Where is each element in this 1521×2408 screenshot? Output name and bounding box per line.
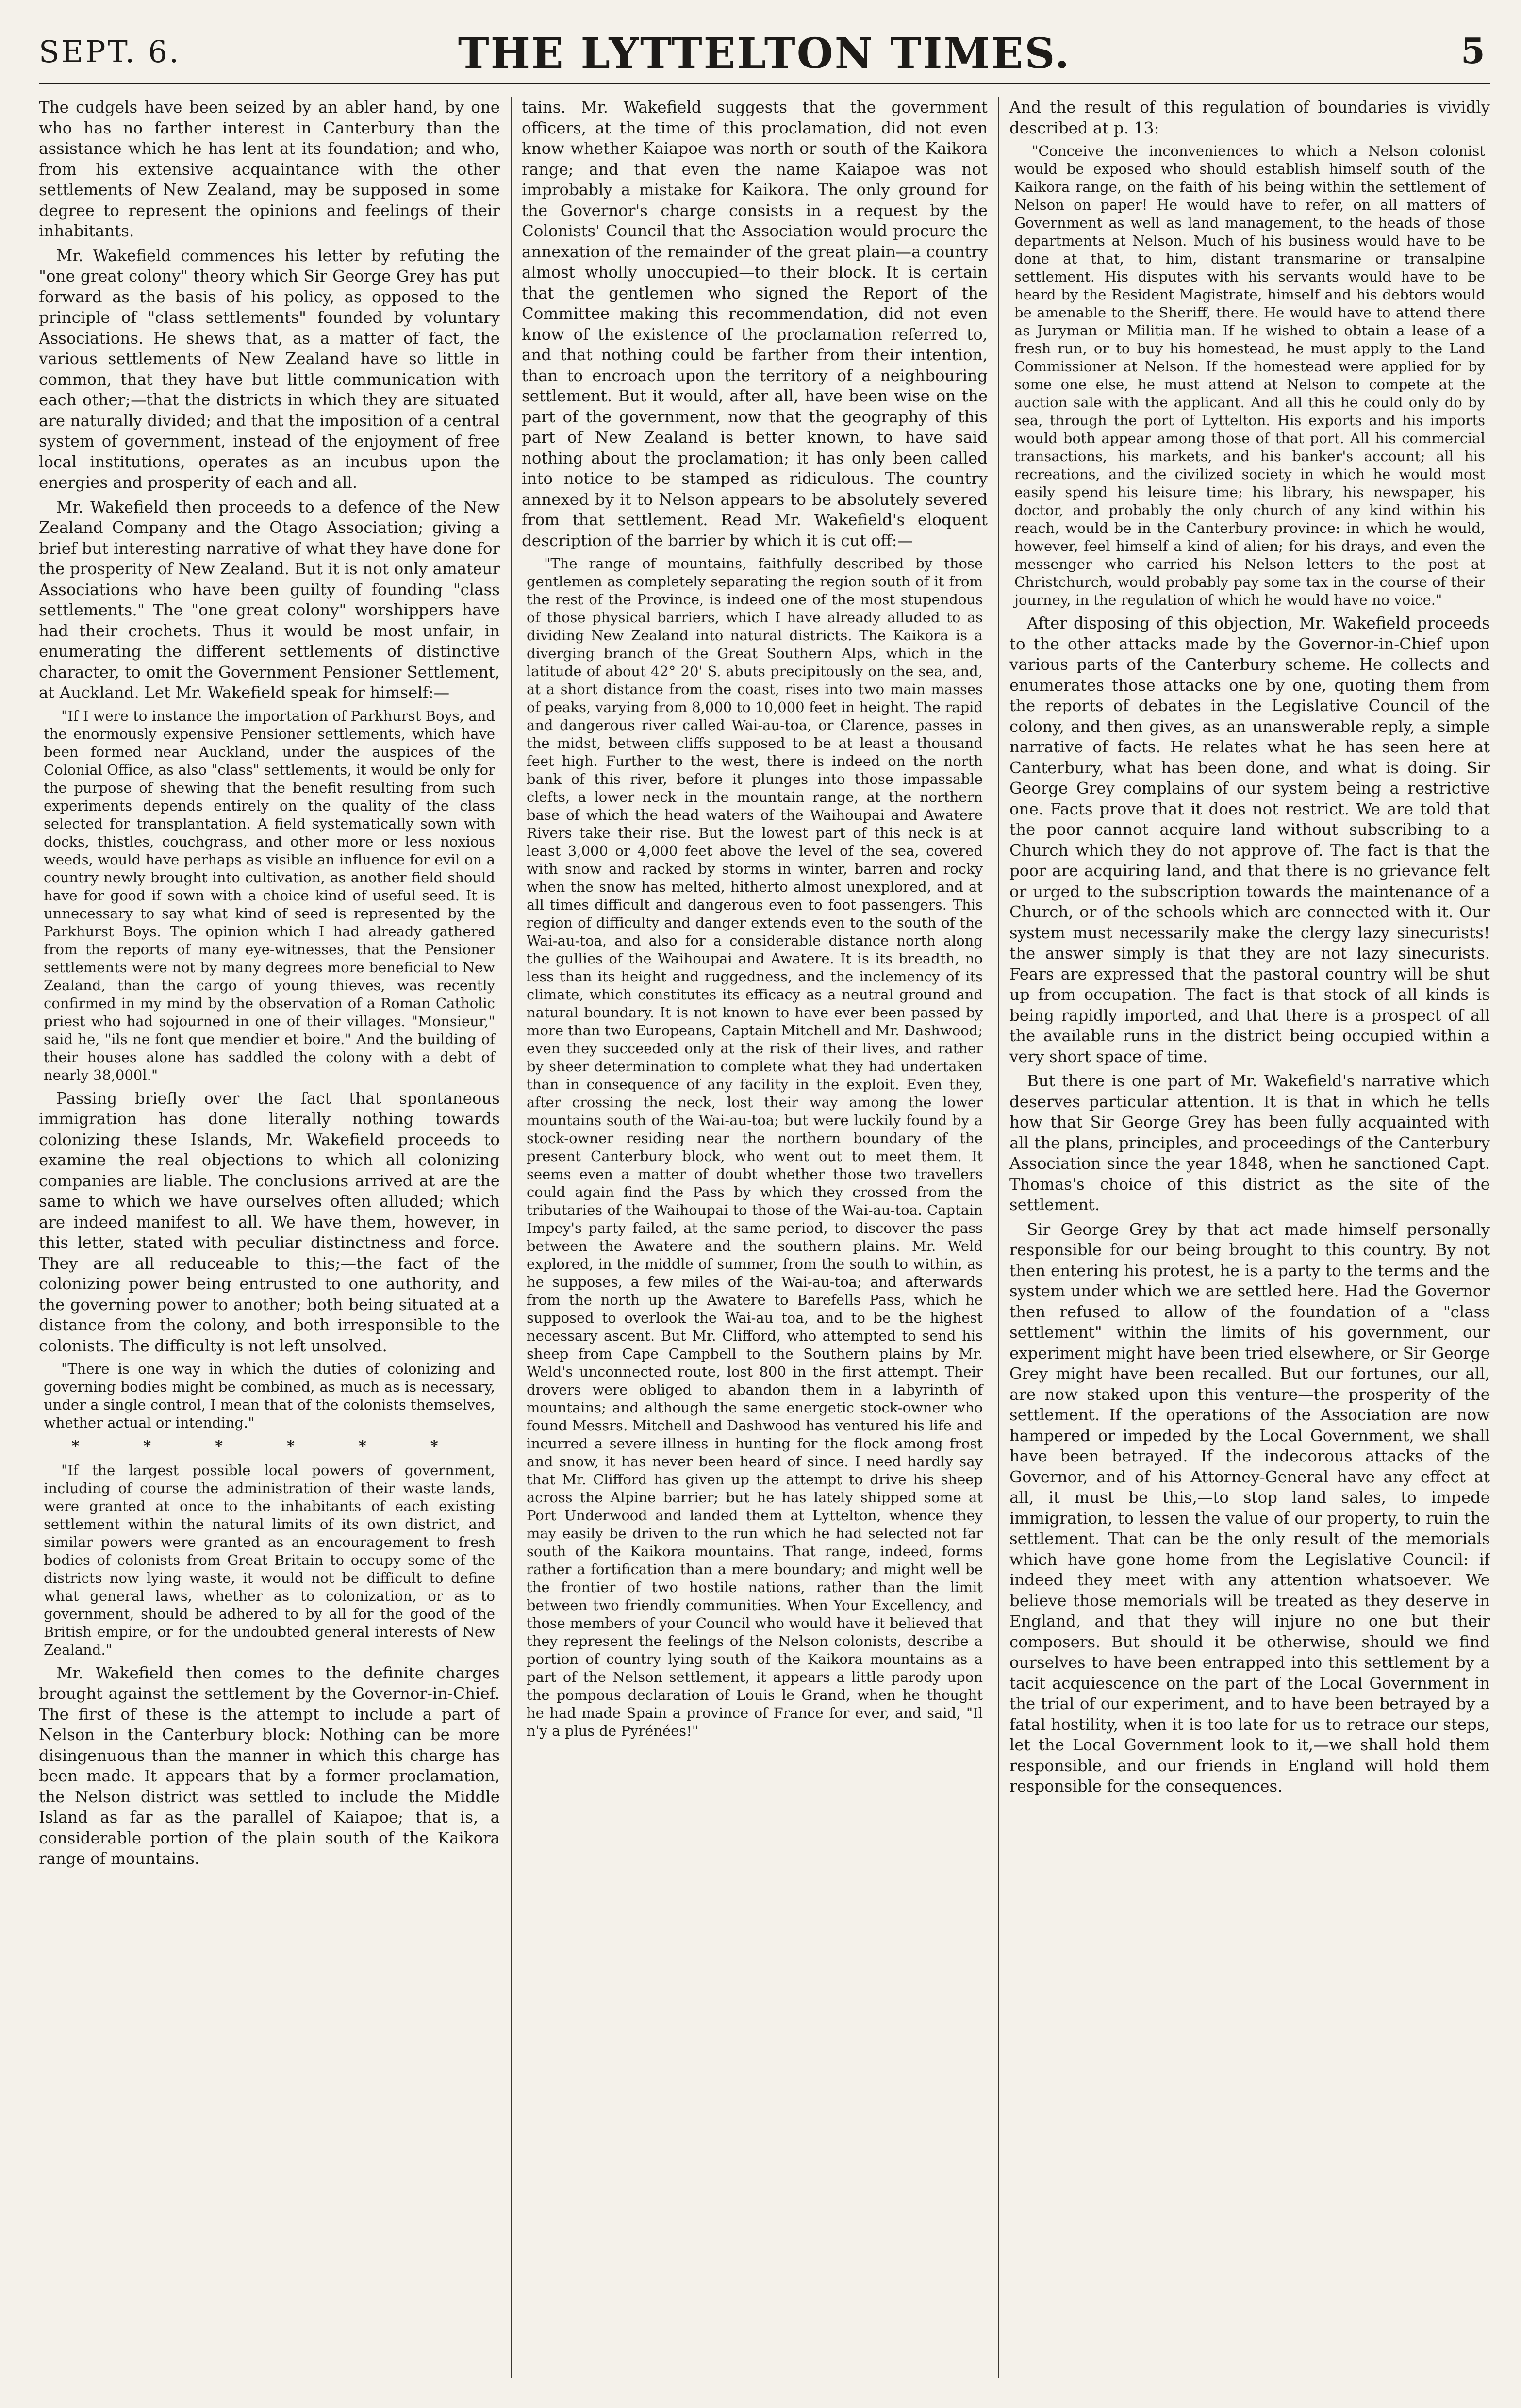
article-paragraph: After disposing of this objection, Mr. Wakefield proceeds to the other attacks made by the Governor-in-Chief upon various parts of the Canterbury scheme. He collects and enumerates those attacks one by one, quoting them from the reports of debates in the Legislative Council of the colony, and then gives, as an unanswerable reply, a simple narrative of facts. He relates what he has seen here at Canterbury, what has been done, and what is doing. Sir George Grey complains of our system being a restrictive one. Facts prove that it does not restrict. We are told that the poor cannot acquire land without subscribing to a Church which they do not approve of. The fact is that the poor are acquiring land, and that there is no grievance felt or urged to the subscription towards the maintenance of a Church, or of the schools which are connected with it. Our system must necessarily make the clergy lazy sinecurists! the answer simply is that they are not lazy sinecurists. Fears are expressed that the pastoral country will be shut up from occupation. The fact is that stock of all kinds is being rapidly imported, and that there is a prospect of all the available runs in the district being occupied within a very short space of time. (1009, 614, 1490, 1066)
article-paragraph: Sir George Grey by that act made himself personally responsible for our being brought to this country. By not then entering his protest, he is a party to the terms and the system under which we are settled here. Had the Governor then refused to allow of the foundation of a "class settlement" within the limits of his government, our experiment might have been tried elsewhere, or Sir George Grey might have been recalled. But our fortunes, our all, are now staked upon this venture—the prosperity of the settlement. If the operations of the Association are now hampered or impeded by the Local Government, we shall have been betrayed. If the indecorous attacks of the Governor, and of his Attorney-General have any effect at all, it must be this,—to stop land sales, to impede immigration, to lessen the value of our property, to ruin the settlement. That can be the only result of the memorials which have gone home from the Legislative Council: if indeed they meet with any attention whatsoever. We believe those memorials will be treated as they deserve in England, and that they will injure no one but their composers. But should it be otherwise, should we find ourselves to have been entrapped into this settlement by a tacit acquiescence on the part of the Local Government in the trial of our experiment, and to have been betrayed by a fatal hostility, when it is too late for us to retrace our steps, let the Local Government look to it,—we shall hold them responsible, and our friends in England will hold them responsible for the consequences. (1009, 1220, 1490, 1795)
column-divider (998, 97, 999, 2378)
column-divider (511, 97, 512, 2378)
masthead (39, 29, 1490, 84)
block-quote: "There is one way in which the duties of colonizing and governing bodies might be combined, as much as is necessary, under a single control, I mean that of the colonists themselves, whether actual or intending." (44, 1361, 495, 1431)
article-paragraph: But there is one part of Mr. Wakefield's narrative which deserves particular attention. It is that in which he tells how that Sir George Grey has been fully acquainted with all the plans, principles, and proceedings of the Canterbury Association since the year 1848, when he sanctioned Capt. Thomas's choice of this district as the site of the settlement. (1009, 1072, 1490, 1214)
article-paragraph: Passing briefly over the fact that spontaneous immigration has done literally nothing towards colonizing these Islands, Mr. Wakefield proceeds to examine the real objections to which all colonizing companies are liable. The conclusions arrived at are the same to which we have ourselves often alluded; which are indeed manifest to all. We have them, however, in this letter, stated with peculiar distinctness and force. They are all reduceable to this;—the fact of the colonizing power being entrusted to one authority, and the governing power to another; both being situated at a distance from the colony, and both irresponsible to the colonists. The difficulty is not left unsolved. (39, 1089, 500, 1355)
article-column-2 (522, 97, 988, 2378)
page-number: 5 (1460, 30, 1485, 71)
article-column-3 (1009, 97, 1490, 2378)
block-quote: "Conceive the inconveniences to which a Nelson colonist would be exposed who should establish himself south of the Kaikora range, on the faith of his being within the settlement of Nelson on paper! He would have to refer, on all matters of Government as well as land management, to the heads of those departments at Nelson. Much of his business would have to be done at that, to him, distant transmarine or transalpine settlement. His disputes with his servants would have to be heard by the Resident Magistrate, himself and his debtors would be amenable to the Sheriff, there. He would have to attend there as Juryman or Militia man. If he wished to obtain a lease of a fresh run, or to buy his homestead, he must apply to the Land Commissioner at Nelson. If the homestead were applied for by some one else, he must attend at Nelson to compete at the auction sale with the applicant. And all this he could only do by sea, through the port of Lyttelton. His exports and his imports would both appear among those of that port. All his commercial transactions, his markets, and his banker's account; all his recreations, and the civilized society in which he would most easily spend his leisure time; his library, his newspaper, his doctor, and probably the only church of any kind within his reach, would be in the Canterbury province: in which he would, however, feel himself a kind of alien; for his drays, and even the messenger who carried his Nelson letters to the post at Christchurch, would probably pay some tax in the course of their journey, in the regulation of which he would have no voice." (1014, 143, 1485, 608)
article-paragraph: The cudgels have been seized by an abler hand, by one who has no farther interest in Canterbury than the assistance which he has lent at its foundation; and who, from his extensive acquaintance with the other settlements of New Zealand, may be supposed in some degree to represent the opinions and feelings of their inhabitants. (39, 98, 500, 240)
article-paragraph: Mr. Wakefield commences his letter by refuting the "one great colony" theory which Sir George Grey has put forward as the basis of his policy, as opposed to the principle of "class settlements" founded by voluntary Associations. He shews that, as a matter of fact, the various settlements of New Zealand have so little in common, that they have but little communication with each other;—that the districts in which they are situated are naturally divided; and that the imposition of a central system of government, instead of the enjoyment of free local institutions, operates as an incubus upon the energies and prosperity of each and all. (39, 246, 500, 492)
article-paragraph: Mr. Wakefield then proceeds to a defence of the New Zealand Company and the Otago Association; giving a brief but interesting narrative of what they have done for the prosperity of New Zealand. But it is not only amateur Associations who have been guilty of founding "class settlements." The "one great colony" worshippers have had their crochets. Thus it would be most unfair, in enumerating the different settlements of distinctive character, to omit the Government Pensioner Settlement, at Auckland. Let Mr. Wakefield speak for himself:— (39, 498, 500, 702)
article-paragraph: Mr. Wakefield then comes to the definite charges brought against the settlement by the Governor-in-Chief. The first of these is the attempt to include a part of Nelson in the Canterbury block: Nothing can be more disingenuous than the manner in which this charge has been made. It appears that by a former proclamation, the Nelson district was settled to include the Middle Island as far as the parallel of Kaiapoe; that is, a considerable portion of the plain south of the Kaikora range of mountains. (39, 1663, 500, 1868)
article-column-1 (39, 97, 500, 2378)
article-paragraph: And the result of this regulation of boundaries is vividly described at p. 13: (1009, 98, 1490, 137)
block-quote: "The range of mountains, faithfully described by those gentlemen as completely separating the region south of it from the rest of the Province, is indeed one of the most stupendous of those physical barriers, which I have already alluded to as dividing New Zealand into natural districts. The Kaikora is a diverging branch of the Great Southern Alps, which in the latitude of about 42° 20' S. abuts precipitously on the sea, and, at a short distance from the coast, rises into two main masses of peaks, varying from 8,000 to 10,000 feet in height. The rapid and dangerous river called Wai-au-toa, or Clarence, passes in the midst, between cliffs supposed to be at least a thousand feet high. Further to the west, there is indeed on the north bank of this river, before it plunges into those impassable clefts, a lower neck in the mountain range, at the northern base of which the head waters of the Waihoupai and Awatere Rivers take their rise. But the lowest part of this neck is at least 3,000 or 4,000 feet above the level of the sea, covered with snow and racked by storms in winter, barren and rocky when the snow has melted, hitherto almost unexplored, and at all times difficult and dangerous even to foot passengers. This region of difficulty and danger extends even to the south of the Wai-au-toa, and also for a considerable distance north along the gullies of the Waihoupai and Awatere. It is its breadth, no less than its height and ruggedness, and the inclemency of its climate, which constitutes its efficacy as a neutral ground and natural boundary. It is not known to have ever been passed by more than two Europeans, Captain Mitchell and Mr. Dashwood; even they succeeded only at the risk of their lives, and rather by sheer determination to complete what they had undertaken than in consequence of any facility in the exploit. Even they, after crossing the neck, lost their way among the lower mountains south of the Wai-au-toa; but were luckily found by a stock-owner residing near the northern boundary of the present Canterbury block, who went out to meet them. It seems even a matter of doubt whether those two travellers could again find the Pass by which they crossed from the tributaries of the Waihoupai to those of the Wai-au-toa. Captain Impey's party failed, at the same period, to discover the pass between the Awatere and the southern plains. Mr. Weld explored, in the middle of summer, from the south to within, as he supposes, a few miles of the Wai-au-toa; and afterwards from the north up the Awatere to Barefells Pass, which he supposed to overlook the Wai-au toa, and to be the highest necessary ascent. But Mr. Clifford, who attempted to send his sheep from Cape Campbell to the Southern plains by Mr. Weld's unconnected route, lost 800 in the first attempt. Their drovers were obliged to abandon them in a labyrinth of mountains; and although the same energetic stock-owner who found Messrs. Mitchell and Dashwood has ventured his life and incurred a severe illness in hunting for the flock among frost and snow, it has never been heard of since. I need hardly say that Mr. Clifford has given up the attempt to drive his sheep across the Alpine barrier; but he has lately shipped some at Port Underwood and landed them at Lyttelton, whence they may easily be driven to the run which he had selected not far south of the Kaikora mountains. That range, indeed, forms rather a fortification than a mere boundary; and might well be the frontier of two hostile nations, rather than the limit between two friendly communities. When Your Excellency, and those members of your Council who would have it believed that they represent the feelings of the Nelson colonists, describe a portion of country lying south of the Kaikora mountains as a part of the Nelson settlement, it appears a little parody upon the pompous declaration of Louis le Grand, when he thought he had made Spain a province of France for ever, and said, "Il n'y a plus de Pyrénées!" (527, 555, 983, 1739)
block-quote: "If I were to instance the importation of Parkhurst Boys, and the enormously expensive Pensioner settlements, which have been formed near Auckland, under the auspices of the Colonial Office, as also "class" settlements, it would be only for the purpose of shewing that the benefit resulting from such experiments depends entirely on the quality of the class selected for transplantation. A field systematically sown with docks, thistles, couchgrass, and other more or less noxious weeds, would have perhaps as visible an influence for evil on a country newly brought into cultivation, as another field should have for good if sown with a choice kind of useful seed. It is unnecessary to say what kind of seed is represented by the Parkhurst Boys. The opinion which I had already gathered from the reports of many eye-witnesses, that the Pensioner settlements were not by many degrees more beneficial to New Zealand, than the cargo of young thieves, was recently confirmed in my mind by the observation of a Roman Catholic priest who had sojourned in one of their villages. "Monsieur," said he, "ils ne font que mendier et boire." And the building of their houses alone has saddled the colony with a debt of nearly 38,000l." (44, 707, 495, 1083)
block-quote: "If the largest possible local powers of government, including of course the administration of their waste lands, were granted at once to the inhabitants of each existing settlement within the natural limits of its own district, and similar powers were granted as an encouragement to fresh bodies of colonists from Great Britain to occupy some of the districts now lying waste, it would not be difficult to define what general laws, whether as to colonization, or as to government, should be adhered to by all for the good of the British empire, or for the undoubted general interests of New Zealand." (44, 1461, 495, 1658)
section-break: * * * * * * (71, 1437, 468, 1455)
issue-date: SEPT. 6. (39, 34, 181, 69)
article-paragraph: tains. Mr. Wakefield suggests that the government officers, at the time of this proclamation, did not even know whether Kaiapoe was north or south of the Kaikora range; and that even the name Kaiapoe was not improbably a mistake for Kaikora. The only ground for the Governor's charge consists in a request by the Colonists' Council that the Association would procure the annexation of the remainder of the great plain—a country almost wholly unoccupied—to their block. It is certain that the gentlemen who signed the Report of the Committee making this recommendation, did not even know of the existence of the proclamation referred to, and that nothing could be farther from their intention, than to encroach upon the territory of a neighbouring settlement. But it would, after all, have been wise on the part of the government, now that the geography of this part of New Zealand is better known, to have said nothing about the proclamation; it has only been called into notice to be stamped as ridiculous. The country annexed by it to Nelson appears to be absolutely severed from that settlement. Read Mr. Wakefield's eloquent description of the barrier by which it is cut off:— (522, 98, 988, 550)
newspaper-title: THE LYTTELTON TIMES. (458, 29, 1071, 78)
